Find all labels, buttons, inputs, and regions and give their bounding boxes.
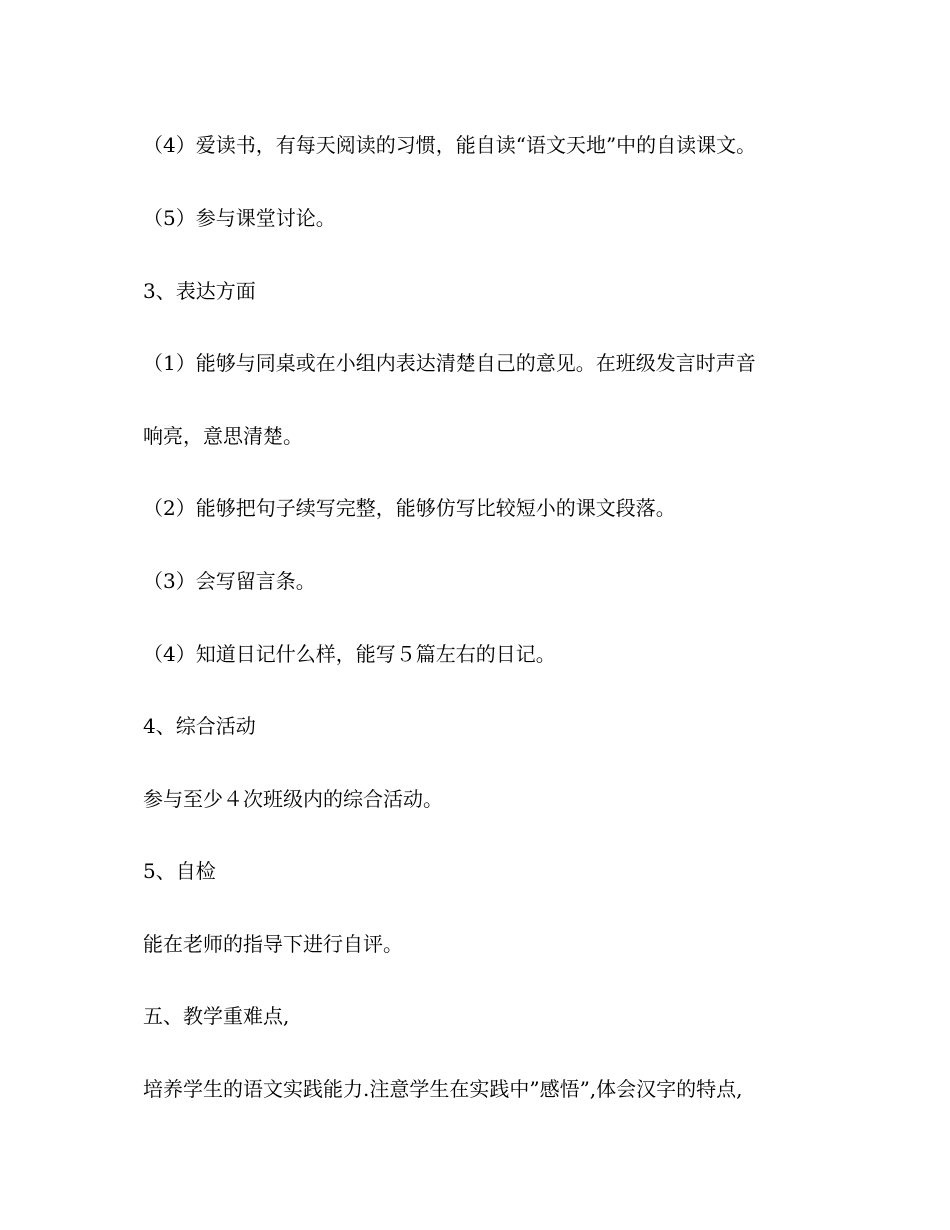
section-heading-expression: 3、表达方面 xyxy=(143,279,256,303)
section-heading-activities: 4、综合活动 xyxy=(143,714,256,738)
text-line-message-note: （3）会写留言条。 xyxy=(143,569,316,593)
text-line-self-evaluation: 能在老师的指导下进行自评。 xyxy=(143,932,403,956)
text-line-express-opinion-cont: 响亮，意思清楚。 xyxy=(143,424,303,448)
text-line-diary: （4）知道日记什么样，能写５篇左右的日记。 xyxy=(143,642,556,666)
text-line-practice-ability: 培养学生的语文实践能力.注意学生在实践中”感悟”,体会汉字的特点, xyxy=(143,1077,743,1101)
section-heading-self-check: 5、自检 xyxy=(143,859,216,883)
text-line-express-opinion: （1）能够与同桌或在小组内表达清楚自己的意见。在班级发言时声音 xyxy=(143,351,756,375)
text-line-sentence-writing: （2）能够把句子续写完整，能够仿写比较短小的课文段落。 xyxy=(143,496,676,520)
section-heading-key-points: 五、教学重难点, xyxy=(143,1004,290,1028)
text-line-class-discussion: （5）参与课堂讨论。 xyxy=(143,206,336,230)
text-line-activities: 参与至少４次班级内的综合活动。 xyxy=(143,787,443,811)
text-line-reading-habit: （4）爱读书，有每天阅读的习惯，能自读“语文天地”中的自读课文。 xyxy=(143,133,757,157)
